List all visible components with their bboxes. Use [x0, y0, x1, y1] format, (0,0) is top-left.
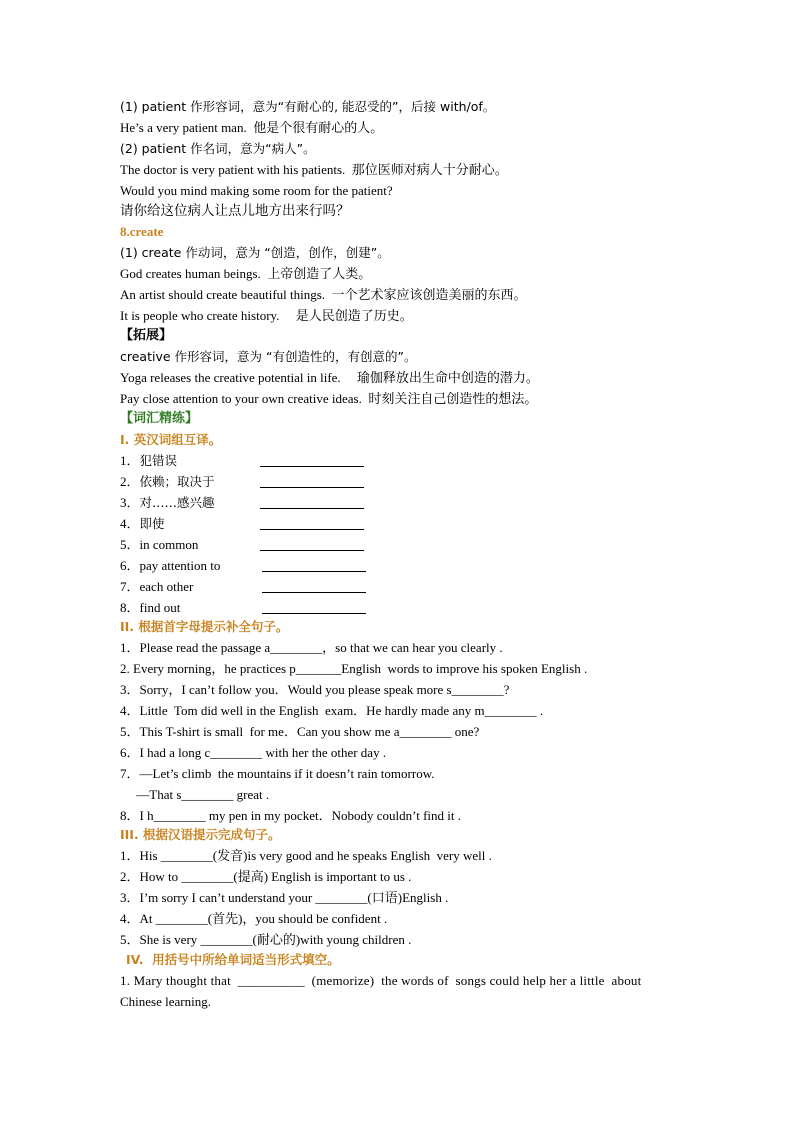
vocab-item-term: pay attention to — [139, 558, 221, 573]
section-3-sentence: 5．She is very ________(耐心的)with young children . — [120, 932, 412, 947]
vocab-item — [120, 515, 165, 532]
patient-adj-definition: (1) patient 作形容词，意为“有耐心的, 能忍受的”，后接 with/of。 — [120, 99, 496, 114]
section-2-sentence: 3．Sorry，I can’t follow you．Would you please speak more s________? — [120, 682, 510, 697]
vocab-item-term: each other — [139, 579, 194, 594]
vocab-item — [120, 494, 215, 511]
vocab-item — [120, 557, 220, 574]
section-3-sentence: 4．At ________(首先)，you should be confident . — [120, 911, 388, 926]
vocab-answer-blank[interactable] — [260, 549, 364, 551]
vocab-item — [120, 599, 180, 616]
section-1-heading: I. 英汉词组互译。 — [120, 432, 222, 447]
create-verb-definition: (1) create 作动词，意为 “创造，创作，创建”。 — [120, 245, 390, 260]
vocab-item-term: in common — [139, 537, 199, 552]
practice-heading: 【词汇精练】 — [120, 411, 199, 426]
vocab-item-number: 8． — [120, 600, 140, 615]
create-example-3: It is people who create history. 是人民创造了历史。 — [120, 308, 413, 323]
section-3-sentence: 1．His ________(发音)is very good and he speaks English very well . — [120, 848, 492, 863]
extension-heading: 【拓展】 — [120, 328, 173, 343]
section-4-item-1-line-2: Chinese learning. — [120, 994, 211, 1009]
section-3-heading: III. 根据汉语提示完成句子。 — [120, 827, 281, 842]
section-2-sentence: 7．—Let’s climb the mountains if it doesn’t rain tomorrow. — [120, 766, 435, 781]
vocab-item-term: 即使 — [139, 516, 165, 531]
vocab-item-term: find out — [139, 600, 181, 615]
vocab-item-number: 5． — [120, 537, 140, 552]
section-2-sentence: —That s________ great . — [120, 787, 270, 802]
section-2-sentence: 8．I h________ my pen in my pocket．Nobody couldn’t find it . — [120, 808, 461, 823]
vocab-item-term: 依赖；取决于 — [139, 474, 215, 489]
patient-example-3-translation: 请你给这位病人让点儿地方出来行吗？ — [120, 203, 350, 219]
vocab-answer-blank[interactable] — [262, 591, 366, 593]
vocab-item — [120, 536, 198, 553]
create-heading: 8.create — [120, 224, 164, 239]
vocab-answer-blank[interactable] — [260, 465, 364, 467]
vocab-item-term: 对……感兴趣 — [139, 495, 215, 510]
section-2-sentence: 6．I had a long c________ with her the other day . — [120, 745, 387, 760]
patient-noun-definition: (2) patient 作名词，意为“病人”。 — [120, 141, 316, 156]
vocab-answer-blank[interactable] — [262, 570, 366, 572]
section-3-sentence: 3．I’m sorry I can’t understand your ________(口语)English . — [120, 890, 449, 905]
create-example-1: God creates human beings. 上帝创造了人类。 — [120, 266, 372, 281]
vocab-item — [120, 578, 193, 595]
section-4-item-1-line-1: 1. Mary thought that __________ (memorize) the words of songs could help her a little about — [120, 973, 642, 988]
patient-example-2: The doctor is very patient with his patients. 那位医师对病人十分耐心。 — [120, 162, 508, 177]
vocab-item-number: 7． — [120, 579, 140, 594]
vocab-answer-blank[interactable] — [260, 507, 364, 509]
section-2-sentence: 1．Please read the passage a________，so that we can hear you clearly . — [120, 640, 503, 655]
create-example-2: An artist should create beautiful things. 一个艺术家应该创造美丽的东西。 — [120, 287, 527, 302]
vocab-item-number: 1． — [120, 453, 140, 468]
vocab-answer-blank[interactable] — [260, 486, 364, 488]
section-2-sentence: 5．This T-shirt is small for me．Can you show me a________ one? — [120, 724, 480, 739]
patient-example-1: He’s a very patient man. 他是个很有耐心的人。 — [120, 120, 384, 135]
vocab-item-term: 犯错误 — [139, 453, 178, 468]
creative-example-1: Yoga releases the creative potential in life. 瑜伽释放出生命中创造的潜力。 — [120, 370, 539, 385]
vocab-item-number: 3． — [120, 495, 140, 510]
vocab-answer-blank[interactable] — [260, 528, 364, 530]
vocab-answer-blank[interactable] — [262, 612, 366, 614]
vocab-item-number: 2． — [120, 474, 140, 489]
vocab-item-number: 4． — [120, 516, 140, 531]
creative-example-2: Pay close attention to your own creative ideas. 时刻关注自己创造性的想法。 — [120, 391, 538, 406]
section-3-sentence: 2．How to ________(提高) English is important to us . — [120, 869, 412, 884]
section-2-sentence: 4．Little Tom did well in the English exam．He hardly made any m________ . — [120, 703, 544, 718]
section-2-sentence: 2. Every morning，he practices p_______English words to improve his spoken English . — [120, 661, 588, 676]
vocab-item — [120, 452, 177, 469]
creative-definition: creative 作形容词，意为 “有创造性的，有创意的”。 — [120, 349, 417, 364]
vocab-item-number: 6． — [120, 558, 140, 573]
vocab-item — [120, 473, 215, 490]
patient-example-3: Would you mind making some room for the patient? — [120, 183, 393, 198]
section-2-heading: II. 根据首字母提示补全句子。 — [120, 619, 289, 634]
section-4-heading: IV. 用括号中所给单词适当形式填空。 — [126, 952, 340, 967]
